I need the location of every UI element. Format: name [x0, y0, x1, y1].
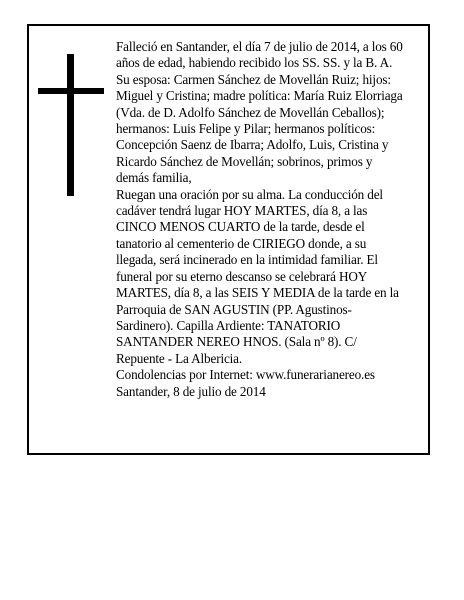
obituary-line: tanatorio al cementerio de CIRIEGO donde, a su	[116, 235, 367, 251]
cross-horizontal-bar	[38, 88, 104, 94]
obituary-line: Repuente - La Albericia.	[116, 350, 243, 366]
obituary-line: años de edad, habiendo recibido los SS. SS. y la B. A.	[116, 55, 393, 71]
obituary-line: funeral por su eterno descanso se celebrará HOY	[116, 268, 368, 284]
obituary-line: Parroquia de SAN AGUSTIN (PP. Agustinos-	[116, 301, 352, 317]
obituary-line: cadáver tendrá lugar HOY MARTES, día 8, a las	[116, 203, 368, 219]
obituary-line: hermanos: Luis Felipe y Pilar; hermanos políticos:	[116, 121, 376, 137]
obituary-notice	[27, 24, 430, 455]
obituary-line: CINCO MENOS CUARTO de la tarde, desde el	[116, 219, 365, 235]
obituary-line: demás familia,	[116, 170, 192, 186]
obituary-line: Ruegan una oración por su alma. La conducción del	[116, 186, 383, 202]
obituary-line: MARTES, día 8, a las SEIS Y MEDIA de la tarde en la	[116, 285, 399, 301]
obituary-line: Sardinero). Capilla Ardiente: TANATORIO	[116, 317, 341, 333]
cross-icon	[38, 54, 104, 196]
obituary-line: Falleció en Santander, el día 7 de julio de 2014, a los 60	[116, 39, 403, 54]
obituary-text	[116, 39, 423, 400]
obituary-line: Concepción Saenz de Ibarra; Adolfo, Luis, Cristina y	[116, 137, 389, 153]
obituary-line: Condolencias por Internet: www.funerarianereo.es	[116, 367, 375, 383]
obituary-line: Su esposa: Carmen Sánchez de Movellán Ruiz; hijos:	[116, 71, 391, 87]
obituary-line: Santander, 8 de julio de 2014	[116, 383, 266, 399]
obituary-line: Ricardo Sánchez de Movellán; sobrinos, primos y	[116, 153, 373, 169]
obituary-line: Miguel y Cristina; madre política: María Ruiz Elorriaga	[116, 88, 403, 104]
obituary-line: llegada, será incinerado en la intimidad familiar. El	[116, 252, 378, 268]
obituary-line: SANTANDER NEREO HNOS. (Sala nº 8). C/	[116, 334, 357, 350]
obituary-line: (Vda. de D. Adolfo Sánchez de Movellán Ceballos);	[116, 104, 385, 120]
cross-vertical-bar	[67, 54, 74, 196]
